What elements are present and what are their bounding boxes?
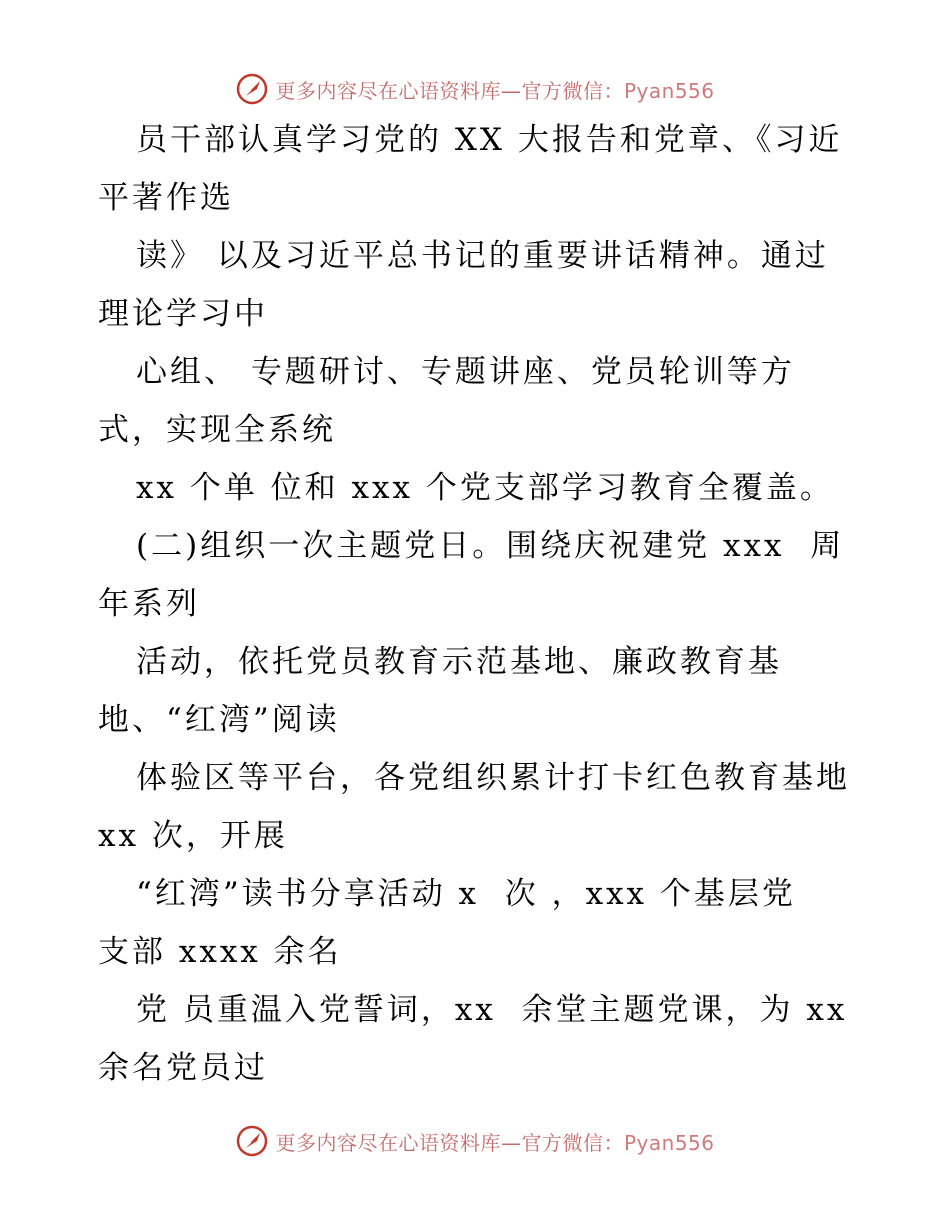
paragraph-line: 活动，依托党员教育示范基地、廉政教育基 bbox=[136, 644, 782, 680]
paragraph-line: xx 个单 位和 xxx 个党支部学习教育全覆盖。 bbox=[136, 470, 834, 506]
paragraph-line: 体验区等平台，各党组织累计打卡红色教育基地 bbox=[136, 760, 850, 796]
paragraph-line: 员干部认真学习党的 XX 大报告和党章、《习近 bbox=[136, 122, 843, 158]
paragraph-line: 地、“红湾”阅读 bbox=[98, 702, 340, 738]
watermark-text: 更多内容尽在心语资料库—官方微信：Pyan556 bbox=[275, 1130, 715, 1155]
paragraph-line: xx 次，开展 bbox=[98, 818, 288, 854]
header-watermark bbox=[0, 72, 950, 106]
paragraph-line: 式，实现全系统 bbox=[98, 412, 336, 448]
footer-watermark bbox=[0, 1124, 950, 1158]
paragraph-line: 支部 xxxx 余名 bbox=[98, 934, 342, 970]
watermark-text: 更多内容尽在心语资料库—官方微信：Pyan556 bbox=[275, 78, 715, 103]
paragraph-line: 读》 以及习近平总书记的重要讲话精神。通过 bbox=[136, 238, 829, 274]
paragraph-line: 余名党员过 bbox=[98, 1050, 268, 1086]
quill-logo-icon bbox=[235, 72, 269, 106]
paragraph-line: (二)组织一次主题党日。围绕庆祝建党 xxx 周 bbox=[136, 528, 845, 564]
paragraph-line: 心组、 专题研讨、专题讲座、党员轮训等方 bbox=[136, 354, 795, 390]
paragraph-line: 年系列 bbox=[98, 586, 200, 622]
paragraph-line: 平著作选 bbox=[98, 180, 234, 216]
paragraph-line: 理论学习中 bbox=[98, 296, 268, 332]
paragraph-line: “红湾”读书分享活动 x 次 ，xxx 个基层党 bbox=[136, 876, 796, 912]
document-body bbox=[98, 124, 858, 1110]
quill-logo-icon bbox=[235, 1124, 269, 1158]
paragraph-line: 党 员重温入党誓词，xx 余堂主题党课，为 xx bbox=[136, 992, 848, 1028]
